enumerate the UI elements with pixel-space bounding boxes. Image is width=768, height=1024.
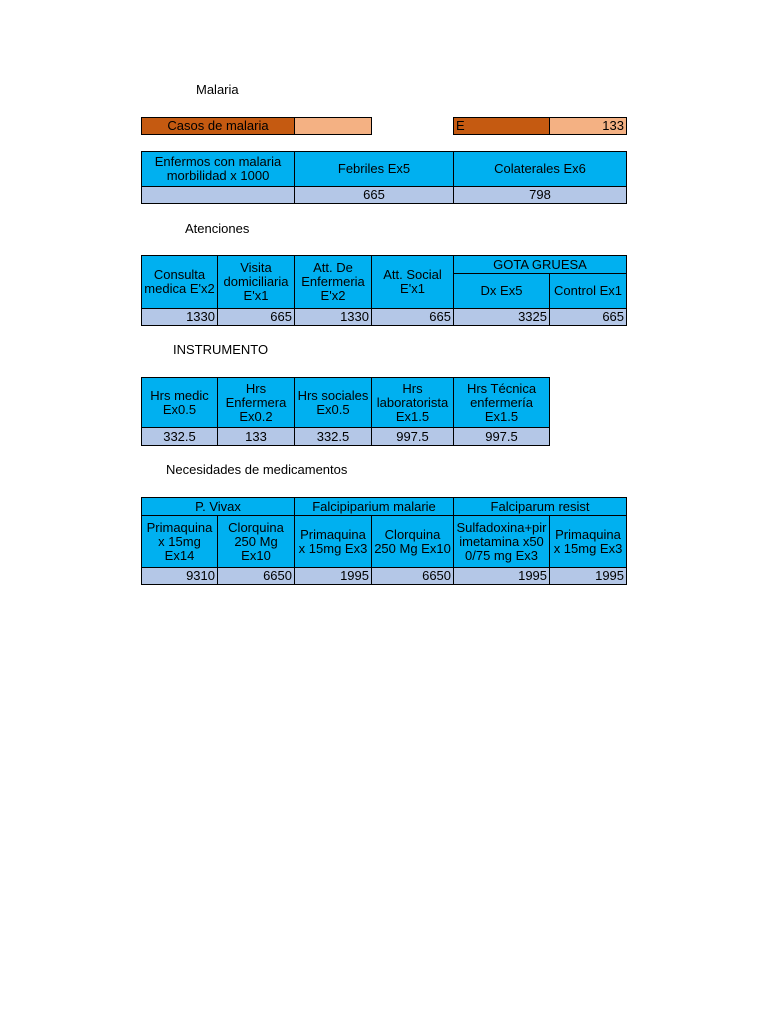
casos-table [141,117,372,135]
header-dx: Dx Ex5 [454,274,550,309]
header-primaquina-ex3-b: Primaquina x 15mg Ex3 [550,516,627,568]
e-table [453,117,627,135]
header-colaterales: Colaterales Ex6 [454,152,627,187]
value-primaquina-ex14[interactable]: 9310 [142,568,218,585]
value-sulfadoxina[interactable]: 1995 [454,568,550,585]
e-label: E [454,118,550,135]
morbilidad-table [141,151,627,204]
header-enfermos: Enfermos con malaria morbilidad x 1000 [142,152,295,187]
title-atenciones: Atenciones [185,221,250,236]
value-clorquina-ex10-b[interactable]: 6650 [372,568,454,585]
header-control: Control Ex1 [550,274,627,309]
value-visita[interactable]: 665 [218,309,295,326]
header-hrs-sociales: Hrs sociales Ex0.5 [295,378,372,428]
header-hrs-tecnica: Hrs Técnica enfermería Ex1.5 [454,378,550,428]
header-clorquina-ex10-a: Clorquina 250 Mg Ex10 [218,516,295,568]
value-enfermeria[interactable]: 1330 [295,309,372,326]
title-instrumento: INSTRUMENTO [173,342,269,357]
value-hrs-medic[interactable]: 332.5 [142,428,218,446]
value-enfermos[interactable] [142,187,295,204]
value-control[interactable]: 665 [550,309,627,326]
header-febriles: Febriles Ex5 [295,152,454,187]
header-hrs-enfermera: Hrs Enfermera Ex0.2 [218,378,295,428]
header-sulfadoxina: Sulfadoxina+pirimetamina x500/75 mg Ex3 [454,516,550,568]
value-clorquina-ex10-a[interactable]: 6650 [218,568,295,585]
group-falcipiparium: Falcipiparium malarie [295,498,454,516]
medicamentos-table [141,497,627,585]
header-clorquina-ex10-b: Clorquina 250 Mg Ex10 [372,516,454,568]
header-social: Att. Social E'x1 [372,256,454,309]
header-consulta: Consulta medica E'x2 [142,256,218,309]
header-primaquina-ex3-a: Primaquina x 15mg Ex3 [295,516,372,568]
header-hrs-laboratorista: Hrs laboratorista Ex1.5 [372,378,454,428]
casos-value[interactable] [295,118,372,135]
header-visita: Visita domiciliaria E'x1 [218,256,295,309]
value-primaquina-ex3-a[interactable]: 1995 [295,568,372,585]
atenciones-table [141,255,627,326]
title-necesidades: Necesidades de medicamentos [166,462,348,477]
title-malaria: Malaria [196,82,239,97]
value-colaterales[interactable]: 798 [454,187,627,204]
e-value[interactable]: 133 [550,118,627,135]
header-enfermeria: Att. De Enfermeria E'x2 [295,256,372,309]
value-dx[interactable]: 3325 [454,309,550,326]
value-hrs-enfermera[interactable]: 133 [218,428,295,446]
value-febriles[interactable]: 665 [295,187,454,204]
header-primaquina-ex14: Primaquina x 15mg Ex14 [142,516,218,568]
value-primaquina-ex3-b[interactable]: 1995 [550,568,627,585]
value-hrs-laboratorista[interactable]: 997.5 [372,428,454,446]
value-hrs-tecnica[interactable]: 997.5 [454,428,550,446]
instrumento-table [141,377,550,446]
value-consulta[interactable]: 1330 [142,309,218,326]
casos-label: Casos de malaria [142,118,295,135]
header-hrs-medic: Hrs medic Ex0.5 [142,378,218,428]
group-p-vivax: P. Vivax [142,498,295,516]
header-gota-gruesa: GOTA GRUESA [454,256,627,274]
value-hrs-sociales[interactable]: 332.5 [295,428,372,446]
value-social[interactable]: 665 [372,309,454,326]
group-falciparum-resist: Falciparum resist [454,498,627,516]
